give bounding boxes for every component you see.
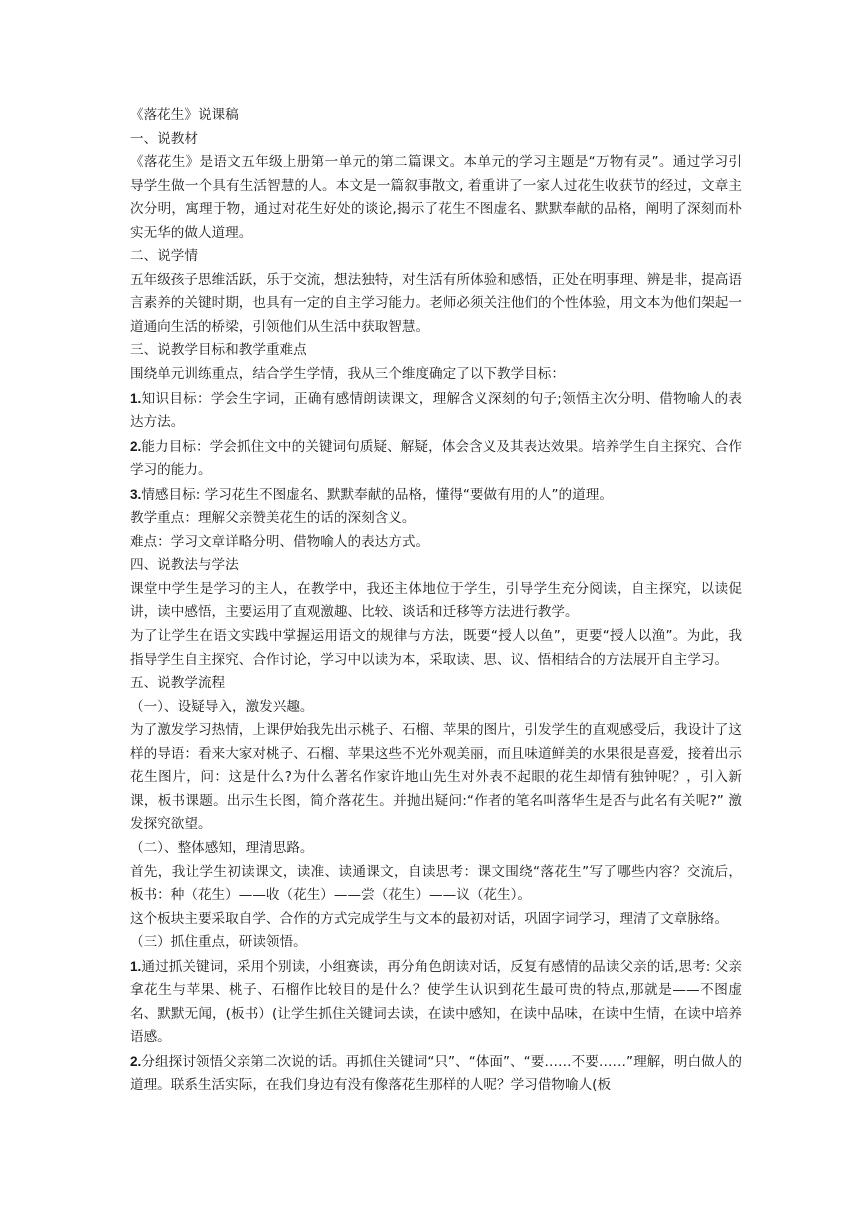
item-number: 2. — [130, 438, 142, 454]
item-number: 1. — [130, 390, 142, 406]
item-text: 分组探讨领悟父亲第二次说的话。再抓住关键词“只”、“体面”、“要……不要……”理解，明白做人的道理。联系生活实际，在我们身边有没有像落花生那样的人呢？学习借物喻人(板 — [130, 1053, 742, 1094]
document-page — [130, 104, 742, 1098]
objective-item-ability — [130, 435, 742, 483]
item-text: 能力目标：学会抓住文中的关键词句质疑、解疑，体会含义及其表达效果。培养学生自主探究、合作学习的能力。 — [130, 438, 742, 479]
item-text: 情感目标: 学习花生不图虚名、默默奉献的品格，懂得“要做有用的人”的道理。 — [141, 486, 613, 503]
section-heading-methods: 四、说教法与学法 — [130, 557, 239, 574]
paragraph-overview-1: 首先，我让学生初读课文，读准、读通课文，自读思考：课文围绕“落花生”写了哪些内容？交流后，板书：种（花生）——收（花生）——尝（花生）——议（花生）。 — [130, 863, 742, 904]
paragraph-methods-1: 课堂中学生是学习的主人，在教学中，我还主体地位于学生，引导学生充分阅读，自主探究，以读促讲，读中感悟，主要运用了直观激趣、比较、谈话和迁移等方法进行教学。 — [130, 580, 742, 621]
paragraph-objectives-intro: 围绕单元训练重点，结合学生学情，我从三个维度确定了以下教学目标： — [130, 366, 565, 383]
paragraph-intro: 为了激发学习热情，上课伊始我先出示桃子、石榴、苹果的图片，引发学生的直观感受后，我设计了这样的导语：看来大家对桃子、石榴、苹果这些不光外观美丽，而且味道鲜美的水果很是喜爱，接着出示花生图片，问：这是什么?为什么著名作家许地山先生对外表不起眼的花生却情有独钟呢？，引入新课，板书课题。出示生长图，简介落花生。并抛出疑问:“作者的笔名叫落华生是否与此名有关呢?” 激发探究欲望。 — [130, 722, 742, 833]
item-number: 2. — [130, 1053, 142, 1069]
paragraph-students: 五年级孩子思维活跃，乐于交流，想法独特，对生活有所体验和感悟，正处在明事理、辨是非，提高语言素养的关键时期，也具有一定的自主学习能力。老师必须关注他们的个性体验，用文本为他们架起一道通向生活的桥梁，引领他们从生活中获取智慧。 — [130, 271, 742, 335]
paragraph-difficulty: 难点：学习文章详略分明、借物喻人的表达方式。 — [130, 533, 430, 550]
subheading-focus: （三）抓住重点，研读领悟。 — [130, 934, 307, 951]
section-heading-process: 五、说教学流程 — [130, 675, 226, 692]
paragraph-overview-2: 这个板块主要采取自学、合作的方式完成学生与文本的最初对话，巩固字词学习，理清了文章脉络。 — [130, 910, 729, 927]
item-text: 知识目标：学会生字词，正确有感情朗读课文，理解含义深刻的句子;领悟主次分明、借物喻人的表达方法。 — [130, 390, 742, 431]
subheading-overview: （二）、整体感知，理清思路。 — [130, 839, 314, 856]
focus-item-1 — [130, 955, 742, 1050]
section-heading-students: 二、说学情 — [130, 248, 198, 265]
item-number: 1. — [130, 958, 142, 974]
objective-item-knowledge — [130, 387, 742, 435]
paragraph-methods-2: 为了让学生在语文实践中掌握运用语文的规律与方法，既要“授人以鱼”，更要“授人以渔”。为此，我指导学生自主探究、合作讨论，学习中以读为本，采取读、思、议、悟相结合的方法展开自主学习。 — [130, 628, 742, 668]
document-title: 《落花生》说课稿 — [130, 107, 239, 123]
paragraph-key-point: 教学重点：理解父亲赞美花生的话的深刻含义。 — [130, 510, 416, 527]
item-text: 通过抓关键词，采用个别读，小组赛读，再分角色朗读对话，反复有感情的品读父亲的话,思考: 父亲拿花生与苹果、桃子、石榴作比较目的是什么？使学生认识到花生最可贵的特点,那就是——不图虚名、默默无闻，(板书）(让学生抓住关键词去读，在读中感知，在读中品味，在读中生情，在读中培养语感。 — [130, 958, 742, 1046]
subheading-intro: （一）、设疑导入，激发兴趣。 — [130, 698, 314, 715]
paragraph-textbook-intro: 《落花生》是语文五年级上册第一单元的第二篇课文。本单元的学习主题是“万物有灵”。通过学习引导学生做一个具有生活智慧的人。本文是一篇叙事散文, 着重讲了一家人过花生收获节的经过，文章主次分明，寓理于物，通过对花生好处的谈论,揭示了花生不图虚名、默默奉献的品格，阐明了深刻而朴实无华的做人道理。 — [130, 154, 742, 241]
item-number: 3. — [130, 486, 142, 502]
section-heading-textbook: 一、说教材 — [130, 130, 198, 147]
focus-item-2 — [130, 1050, 742, 1098]
objective-item-emotion — [130, 483, 742, 508]
section-heading-objectives: 三、说教学目标和教学重难点 — [130, 342, 307, 359]
